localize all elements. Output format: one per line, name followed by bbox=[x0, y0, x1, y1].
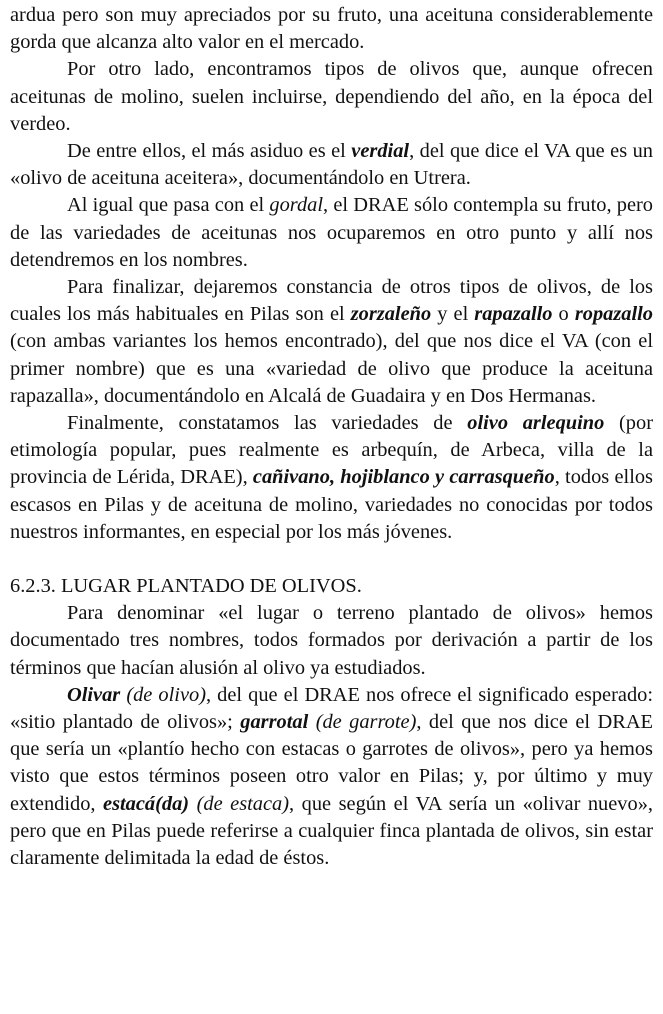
text-span: , del que dice el VA que es un «olivo de aceituna aceitera», documentándolo en Utrera. bbox=[10, 140, 653, 190]
text-span: ardua pero son muy apreciados por su fruto, una aceituna considerablemente gorda que alcanza alto valor en el mercado. bbox=[10, 4, 653, 54]
term-garrotal: garrotal bbox=[240, 711, 309, 734]
paragraph-5 bbox=[10, 274, 653, 410]
section-heading: 6.2.3. LUGAR PLANTADO DE OLIVOS. bbox=[10, 575, 362, 598]
text-span: , el DRAE sólo contempla su fruto, pero de las variedades de aceitunas nos ocuparemos en otro punto y allí nos detendremos en los nombres. bbox=[10, 194, 654, 271]
paragraph-2 bbox=[10, 56, 653, 138]
term-olivar: Olivar bbox=[67, 683, 121, 706]
paragraph-3 bbox=[10, 138, 653, 192]
text-span: Para denominar «el lugar o terreno plantado de olivos» hemos documentado tres nombres, todos formados por derivación a partir de los términos que hacían alusión al olivo ya estudiados. bbox=[10, 602, 653, 679]
term-olivo-arlequino: olivo arlequino bbox=[467, 412, 605, 435]
paragraph-6 bbox=[10, 410, 653, 546]
paragraph-8 bbox=[10, 682, 653, 872]
text-span: y el bbox=[431, 303, 475, 326]
text-span: Por otro lado, encontramos tipos de olivos que, aunque ofrecen aceitunas de molino, suelen incluirse, dependiendo del año, en la época del verdeo. bbox=[10, 58, 653, 135]
text-span: Al igual que pasa con el bbox=[67, 194, 270, 217]
text-span: o bbox=[552, 303, 575, 326]
text-span: , del que nos dice el DRAE que sería un «plantío hecho con estacas o garrotes de olivos», pero ya hemos visto que estos términos poseen otro valor en Pilas; y, por último y muy extendido, bbox=[10, 711, 654, 815]
term-varieties: cañivano, hojiblanco y carrasqueño bbox=[252, 466, 555, 489]
etymology-de: (de bbox=[189, 792, 231, 815]
term-ropazallo: ropazallo bbox=[574, 303, 653, 326]
term-rapazallo: rapazallo bbox=[474, 303, 553, 326]
paragraph-4 bbox=[10, 192, 653, 274]
text-span: (por etimología popular, pues realmente es arbequín, de Arbeca, villa de la provincia de Lérida, DRAE), bbox=[10, 412, 653, 489]
text-span: , todos ellos escasos en Pilas y de aceituna de molino, variedades no conocidas por todos nuestros informantes, en especial por los más jóvenes. bbox=[10, 466, 653, 543]
text-span: , del que el DRAE nos ofrece el significado esperado: «sitio plantado de olivos»; bbox=[10, 683, 654, 734]
text-span: Para finalizar, dejaremos constancia de otros tipos de olivos, de los cuales los más habituales en Pilas son el bbox=[10, 276, 653, 326]
term-estacada: estacá(da) bbox=[103, 792, 190, 815]
text-span: (con ambas variantes los hemos encontrado), del que nos dice el VA (con el primer nombre) que es una «variedad de olivo que produce la aceituna rapazalla», documentándolo en Alcalá de Guadaira y en Dos Hermanas. bbox=[10, 330, 653, 407]
etymology-estaca: estaca) bbox=[230, 792, 290, 815]
text-span: , que según el VA sería un «olivar nuevo», pero que en Pilas puede referirse a cualquier finca plantada de olivos, sin estar claramente delimitada la edad de éstos. bbox=[10, 792, 653, 870]
term-verdial: verdial bbox=[351, 140, 410, 163]
etymology-garrote: (de garrote) bbox=[308, 711, 417, 734]
term-gordal: gordal bbox=[269, 194, 324, 217]
etymology-olivo: (de olivo) bbox=[120, 683, 206, 706]
term-zorzaleno: zorzaleño bbox=[350, 303, 432, 326]
paragraph-1 bbox=[10, 2, 653, 56]
paragraph-7 bbox=[10, 600, 653, 682]
text-span: Finalmente, constatamos las variedades de bbox=[67, 412, 468, 435]
text-span: De entre ellos, el más asiduo es el bbox=[67, 140, 352, 163]
